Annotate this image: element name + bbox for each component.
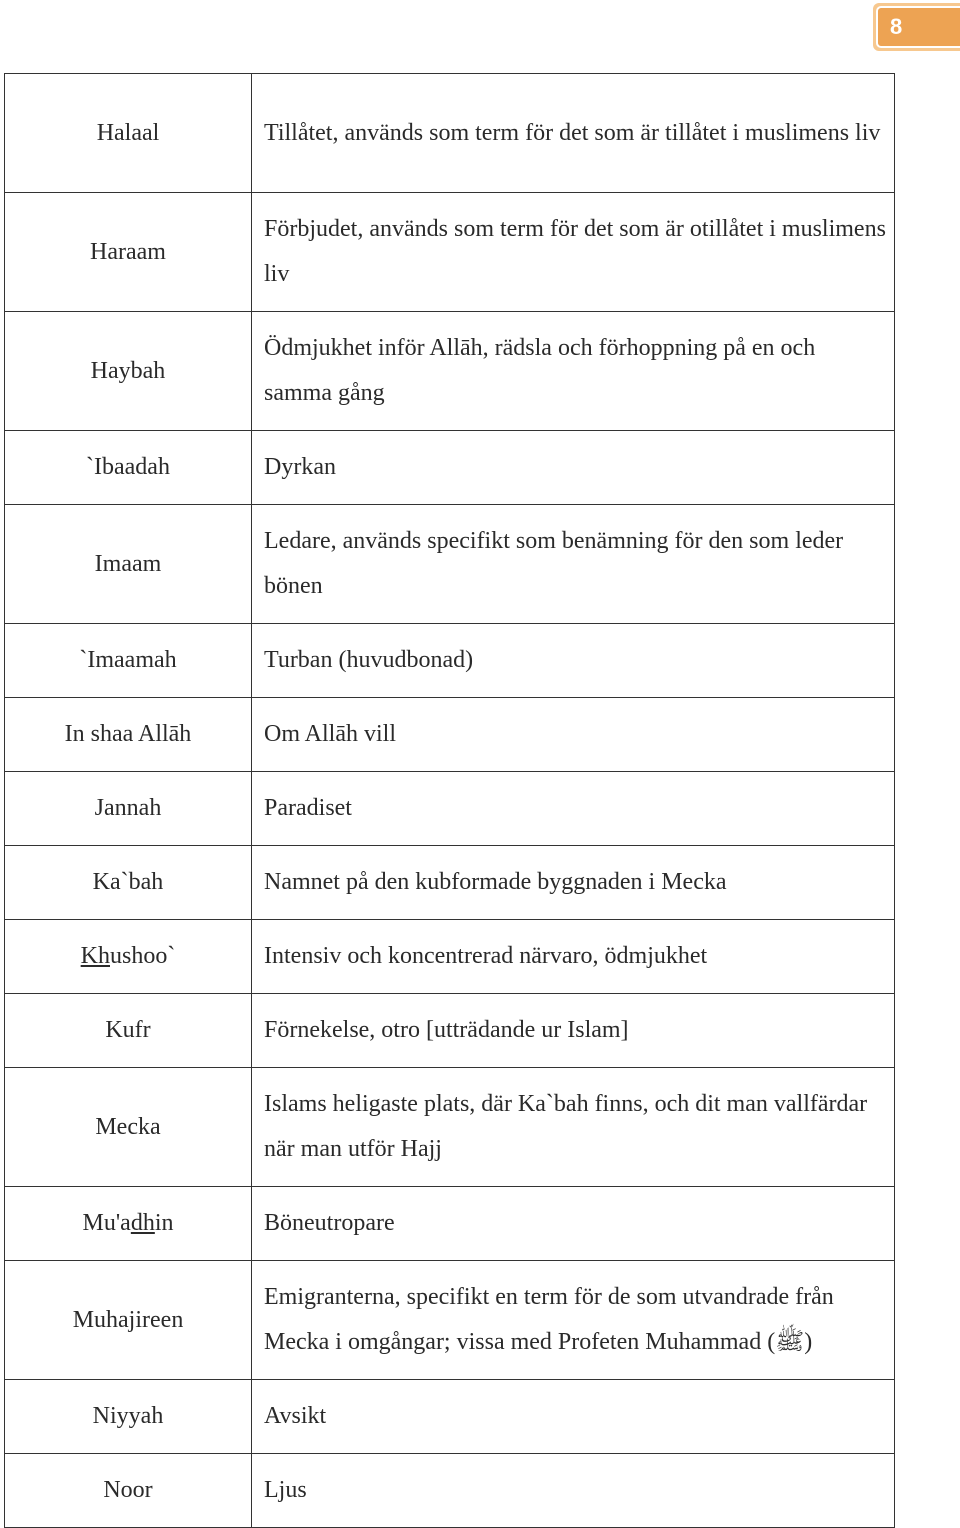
glossary-definition: Avsikt: [252, 1380, 895, 1454]
glossary-definition: Böneutropare: [252, 1187, 895, 1261]
glossary-row: [5, 1068, 895, 1187]
glossary-term: Ka`bah: [5, 846, 252, 920]
glossary-definition: Intensiv och koncentrerad närvaro, ödmjukhet: [252, 920, 895, 994]
glossary-term: In shaa Allāh: [5, 698, 252, 772]
glossary-term: [5, 920, 252, 994]
glossary-term: Niyyah: [5, 1380, 252, 1454]
glossary-definition: Om Allāh vill: [252, 698, 895, 772]
glossary-definition: Dyrkan: [252, 431, 895, 505]
glossary-term: Haybah: [5, 312, 252, 431]
glossary-definition: Förbjudet, används som term för det som är otillåtet i muslimens liv: [252, 193, 895, 312]
glossary-row: [5, 312, 895, 431]
glossary-body: [5, 74, 895, 1528]
glossary-row: [5, 624, 895, 698]
glossary-definition: Ljus: [252, 1454, 895, 1528]
glossary-definition: Namnet på den kubformade byggnaden i Mecka: [252, 846, 895, 920]
glossary-definition: Islams heligaste plats, där Ka`bah finns, och dit man vallfärdar när man utför Hajj: [252, 1068, 895, 1187]
term-underlined-letters: dh: [130, 1210, 155, 1236]
term-suffix: in: [154, 1210, 174, 1236]
glossary-row: [5, 698, 895, 772]
glossary-row: [5, 920, 895, 994]
glossary-row: [5, 1261, 895, 1380]
glossary-row: [5, 1454, 895, 1528]
glossary-row: [5, 1187, 895, 1261]
page-number-tab: [873, 3, 960, 51]
glossary-definition: Emigranterna, specifikt en term för de som utvandrade från Mecka i omgångar; vissa med Profeten Muhammad (ﷺ): [252, 1261, 895, 1380]
glossary-term: Kufr: [5, 994, 252, 1068]
glossary-term: [5, 1187, 252, 1261]
glossary-term: Noor: [5, 1454, 252, 1528]
glossary-definition: Turban (huvudbonad): [252, 624, 895, 698]
glossary-term: Haraam: [5, 193, 252, 312]
glossary-definition: Paradiset: [252, 772, 895, 846]
glossary-term: `Ibaadah: [5, 431, 252, 505]
term-suffix: ushoo`: [110, 943, 176, 969]
glossary-row: [5, 772, 895, 846]
glossary-definition: Ödmjukhet inför Allāh, rädsla och förhoppning på en och samma gång: [252, 312, 895, 431]
page-number: 8: [876, 6, 960, 48]
glossary-term: Halaal: [5, 74, 252, 193]
term-underlined-letters: Kh: [80, 943, 110, 969]
glossary-table: [4, 73, 895, 1528]
glossary-term: Muhajireen: [5, 1261, 252, 1380]
glossary-term: Mecka: [5, 1068, 252, 1187]
glossary-term: Imaam: [5, 505, 252, 624]
glossary-row: [5, 193, 895, 312]
glossary-definition: Tillåtet, används som term för det som är tillåtet i muslimens liv: [252, 74, 895, 193]
glossary-row: [5, 994, 895, 1068]
glossary-term: `Imaamah: [5, 624, 252, 698]
glossary-row: [5, 74, 895, 193]
glossary-row: [5, 1380, 895, 1454]
glossary-definition: Förnekelse, otro [utträdande ur Islam]: [252, 994, 895, 1068]
term-prefix: Mu'a: [82, 1210, 131, 1236]
glossary-row: [5, 505, 895, 624]
glossary-row: [5, 431, 895, 505]
glossary-term: Jannah: [5, 772, 252, 846]
glossary-row: [5, 846, 895, 920]
glossary-definition: Ledare, används specifikt som benämning för den som leder bönen: [252, 505, 895, 624]
